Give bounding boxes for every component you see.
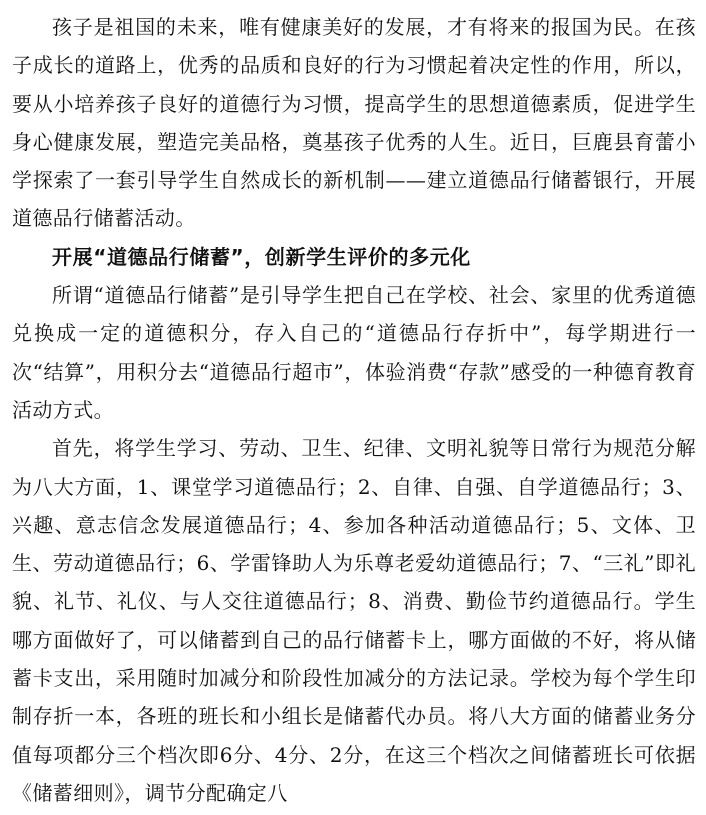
intro-paragraph: 孩子是祖国的未来，唯有健康美好的发展，才有将来的报国为民。在孩子成长的道路上，优秀的品质和良好的行为习惯起着决定性的作用，所以，要从小培养孩子良好的道德行为习惯，提高学生的思想道德素质，促进学生身心健康发展，塑造完美品格，奠基孩子优秀的人生。近日，巨鹿县育蕾小学探索了一套引导学生自然成长的新机制——建立道德品行储蓄银行，开展道德品行储蓄活动。 (12, 15, 696, 231)
section-heading: 开展“道德品行储蓄”，创新学生评价的多元化 (52, 244, 471, 269)
definition-paragraph: 所谓“道德品行储蓄”是引导学生把自己在学校、社会、家里的优秀道德兑换成一定的道德积分，存入自己的“道德品行存折中”，每学期进行一次“结算”，用积分去“道德品行超市”，体验消费“存款”感受的一种德育教育活动方式。 (12, 283, 696, 422)
method-paragraph: 首先，将学生学习、劳动、卫生、纪律、文明礼貌等日常行为规范分解为八大方面，1、课堂学习道德品行；2、自律、自强、自学道德品行；3、兴趣、意志信念发展道德品行；4、参加各种活动道德品行；5、文体、卫生、劳动道德品行；6、学雷锋助人为乐尊老爱幼道德品行；7、“三礼”即礼貌、礼节、礼仪、与人交往道德品行；8、消费、勤俭节约道德品行。学生哪方面做好了，可以储蓄到自己的品行储蓄卡上，哪方面做的不好，将从储蓄卡支出，采用随时加减分和阶段性加减分的方法记录。学校为每个学生印制存折一本，各班的班长和小组长是储蓄代办员。将八大方面的储蓄业务分值每项都分三个档次即6分、4分、2分，在这三个档次之间储蓄班长可依据《储蓄细则》，调节分配确定八 (12, 436, 696, 805)
